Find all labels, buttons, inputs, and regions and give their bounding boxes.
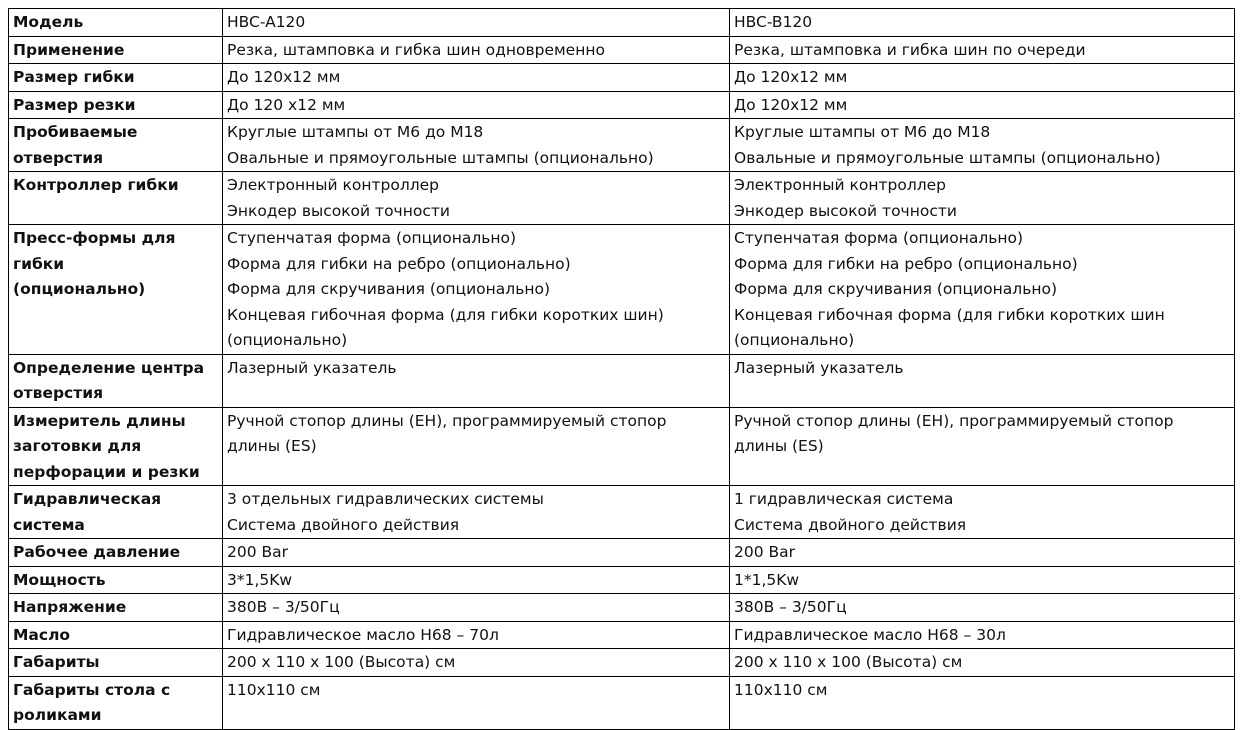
row-label-cell xyxy=(9,649,223,677)
cell-text-line: 110х110 см xyxy=(734,680,828,699)
cell-text-line: Овальные и прямоугольные штампы (опционально) xyxy=(227,148,654,167)
cell-text-line: Ручной стопор длины (EH), программируемый стопор xyxy=(734,411,1174,430)
cell-text-line: Габариты стола с xyxy=(13,680,171,699)
cell-text-line: Круглые штампы от М6 до М18 xyxy=(734,123,991,141)
row-label-cell xyxy=(9,621,223,649)
cell-text-line: Рабочее давление xyxy=(13,543,181,561)
table-row xyxy=(9,354,1235,407)
cell-text-line: Гидравлическое масло H68 – 70л xyxy=(227,625,499,644)
model-b-value-cell xyxy=(730,407,1235,486)
table-row xyxy=(9,9,1235,37)
cell-text-line: 200 х 110 х 100 (Высота) см xyxy=(734,653,963,671)
cell-text-line: Резка, штамповка и гибка шин по очереди xyxy=(734,40,1086,59)
cell-text-line: До 120 х12 мм xyxy=(227,95,346,114)
table-row xyxy=(9,91,1235,119)
row-label-cell xyxy=(9,91,223,119)
cell-text-line: Размер гибки xyxy=(13,68,135,86)
cell-text-line: Электронный контроллер xyxy=(734,176,947,194)
cell-text-line: Гидравлическая xyxy=(13,490,162,508)
model-b-value-cell xyxy=(730,594,1235,622)
table-row xyxy=(9,486,1235,539)
model-a-value-cell xyxy=(223,36,730,64)
cell-text-line: 200 х 110 х 100 (Высота) см xyxy=(227,653,456,671)
model-a-value-cell xyxy=(223,676,730,729)
model-b-value-cell xyxy=(730,566,1235,594)
model-b-value-cell xyxy=(730,621,1235,649)
cell-text-line: Применение xyxy=(13,40,125,59)
table-row xyxy=(9,407,1235,486)
model-a-value-cell xyxy=(223,407,730,486)
cell-text-line: Пробиваемые xyxy=(13,123,138,141)
model-a-value-cell xyxy=(223,225,730,355)
row-label-cell xyxy=(9,172,223,225)
model-b-value-cell xyxy=(730,539,1235,567)
model-a-value-cell xyxy=(223,486,730,539)
cell-text-line: Резка, штамповка и гибка шин одновременно xyxy=(227,40,605,59)
cell-text-line: Пресс-формы для xyxy=(13,229,176,247)
cell-text-line: 3 отдельных гидравлических системы xyxy=(227,490,544,508)
cell-text-line: Ступенчатая форма (опционально) xyxy=(227,229,517,247)
cell-text-line: Мощность xyxy=(13,570,106,589)
cell-text-line: Система двойного действия xyxy=(734,515,967,534)
cell-text-line: HBC-B120 xyxy=(734,13,813,31)
model-b-value-cell xyxy=(730,172,1235,225)
model-a-value-cell xyxy=(223,649,730,677)
model-b-value-cell xyxy=(730,676,1235,729)
row-label-cell xyxy=(9,566,223,594)
row-label-cell xyxy=(9,119,223,172)
model-a-value-cell xyxy=(223,354,730,407)
cell-text-line: Энкодер высокой точности xyxy=(734,201,957,220)
cell-text-line: Форма для скручивания (опционально) xyxy=(227,280,550,298)
model-b-value-cell xyxy=(730,354,1235,407)
spec-table-body xyxy=(9,9,1235,730)
model-b-value-cell xyxy=(730,119,1235,172)
model-a-value-cell xyxy=(223,64,730,92)
model-b-value-cell xyxy=(730,36,1235,64)
cell-text-line: Концевая гибочная форма (для гибки коротких шин xyxy=(734,305,1165,324)
model-b-value-cell xyxy=(730,225,1235,355)
row-label-cell xyxy=(9,539,223,567)
cell-text-line: Круглые штампы от М6 до М18 xyxy=(227,123,484,141)
row-label-cell xyxy=(9,407,223,486)
cell-text-line: длины (ES) xyxy=(227,437,317,455)
cell-text-line: Овальные и прямоугольные штампы (опционально) xyxy=(734,148,1161,167)
cell-text-line: отверстия xyxy=(13,384,104,402)
cell-text-line: Электронный контроллер xyxy=(227,176,440,194)
cell-text-line: 1 гидравлическая система xyxy=(734,490,954,508)
model-a-value-cell xyxy=(223,539,730,567)
cell-text-line: система xyxy=(13,515,85,534)
table-row xyxy=(9,172,1235,225)
cell-text-line: Гидравлическое масло H68 – 30л xyxy=(734,625,1006,644)
model-a-value-cell xyxy=(223,172,730,225)
row-label-cell xyxy=(9,9,223,37)
cell-text-line: Форма для гибки на ребро (опционально) xyxy=(734,254,1078,273)
cell-text-line: длины (ES) xyxy=(734,437,824,455)
spec-table xyxy=(8,8,1235,730)
cell-text-line: отверстия xyxy=(13,148,104,167)
cell-text-line: заготовки для xyxy=(13,437,142,455)
row-label-cell xyxy=(9,594,223,622)
table-row xyxy=(9,566,1235,594)
cell-text-line: 1*1,5Kw xyxy=(734,570,800,589)
table-row xyxy=(9,225,1235,355)
cell-text-line: Форма для гибки на ребро (опционально) xyxy=(227,254,571,273)
cell-text-line: HBC-A120 xyxy=(227,13,306,31)
model-a-value-cell xyxy=(223,594,730,622)
table-row xyxy=(9,119,1235,172)
cell-text-line: (опционально) xyxy=(227,331,348,349)
row-label-cell xyxy=(9,225,223,355)
cell-text-line: До 120х12 мм xyxy=(734,68,848,86)
model-a-value-cell xyxy=(223,566,730,594)
table-row xyxy=(9,594,1235,622)
cell-text-line: Напряжение xyxy=(13,598,127,616)
cell-text-line: Размер резки xyxy=(13,95,136,114)
cell-text-line: 200 Bar xyxy=(734,543,796,561)
cell-text-line: Масло xyxy=(13,625,71,644)
cell-text-line: Модель xyxy=(13,13,84,31)
row-label-cell xyxy=(9,64,223,92)
cell-text-line: Габариты xyxy=(13,653,100,671)
row-label-cell xyxy=(9,486,223,539)
cell-text-line: 380В – 3/50Гц xyxy=(734,598,847,616)
cell-text-line: Система двойного действия xyxy=(227,515,460,534)
table-row xyxy=(9,64,1235,92)
model-b-value-cell xyxy=(730,64,1235,92)
cell-text-line: перфорации и резки xyxy=(13,462,200,481)
cell-text-line: (опционально) xyxy=(734,331,855,349)
cell-text-line: До 120х12 мм xyxy=(734,95,848,114)
cell-text-line: Форма для скручивания (опционально) xyxy=(734,280,1057,298)
cell-text-line: До 120х12 мм xyxy=(227,68,341,86)
model-b-value-cell xyxy=(730,9,1235,37)
cell-text-line: Определение центра xyxy=(13,358,205,377)
cell-text-line: Ручной стопор длины (EH), программируемый стопор xyxy=(227,411,667,430)
row-label-cell xyxy=(9,36,223,64)
cell-text-line: Измеритель длины xyxy=(13,411,186,430)
cell-text-line: Энкодер высокой точности xyxy=(227,201,450,220)
model-b-value-cell xyxy=(730,486,1235,539)
model-a-value-cell xyxy=(223,119,730,172)
cell-text-line: (опционально) xyxy=(13,280,146,298)
model-b-value-cell xyxy=(730,649,1235,677)
model-b-value-cell xyxy=(730,91,1235,119)
table-row xyxy=(9,539,1235,567)
cell-text-line: роликами xyxy=(13,706,102,724)
table-row xyxy=(9,36,1235,64)
cell-text-line: Концевая гибочная форма (для гибки коротких шин) xyxy=(227,305,664,324)
model-a-value-cell xyxy=(223,91,730,119)
cell-text-line: 3*1,5Kw xyxy=(227,570,293,589)
table-row xyxy=(9,621,1235,649)
cell-text-line: 380В – 3/50Гц xyxy=(227,598,340,616)
cell-text-line: Лазерный указатель xyxy=(734,358,904,377)
cell-text-line: Контроллер гибки xyxy=(13,176,179,194)
cell-text-line: 110х110 см xyxy=(227,680,321,699)
row-label-cell xyxy=(9,676,223,729)
cell-text-line: Лазерный указатель xyxy=(227,358,397,377)
cell-text-line: Ступенчатая форма (опционально) xyxy=(734,229,1024,247)
cell-text-line: 200 Bar xyxy=(227,543,289,561)
model-a-value-cell xyxy=(223,9,730,37)
row-label-cell xyxy=(9,354,223,407)
cell-text-line: гибки xyxy=(13,254,65,273)
table-row xyxy=(9,676,1235,729)
model-a-value-cell xyxy=(223,621,730,649)
table-row xyxy=(9,649,1235,677)
